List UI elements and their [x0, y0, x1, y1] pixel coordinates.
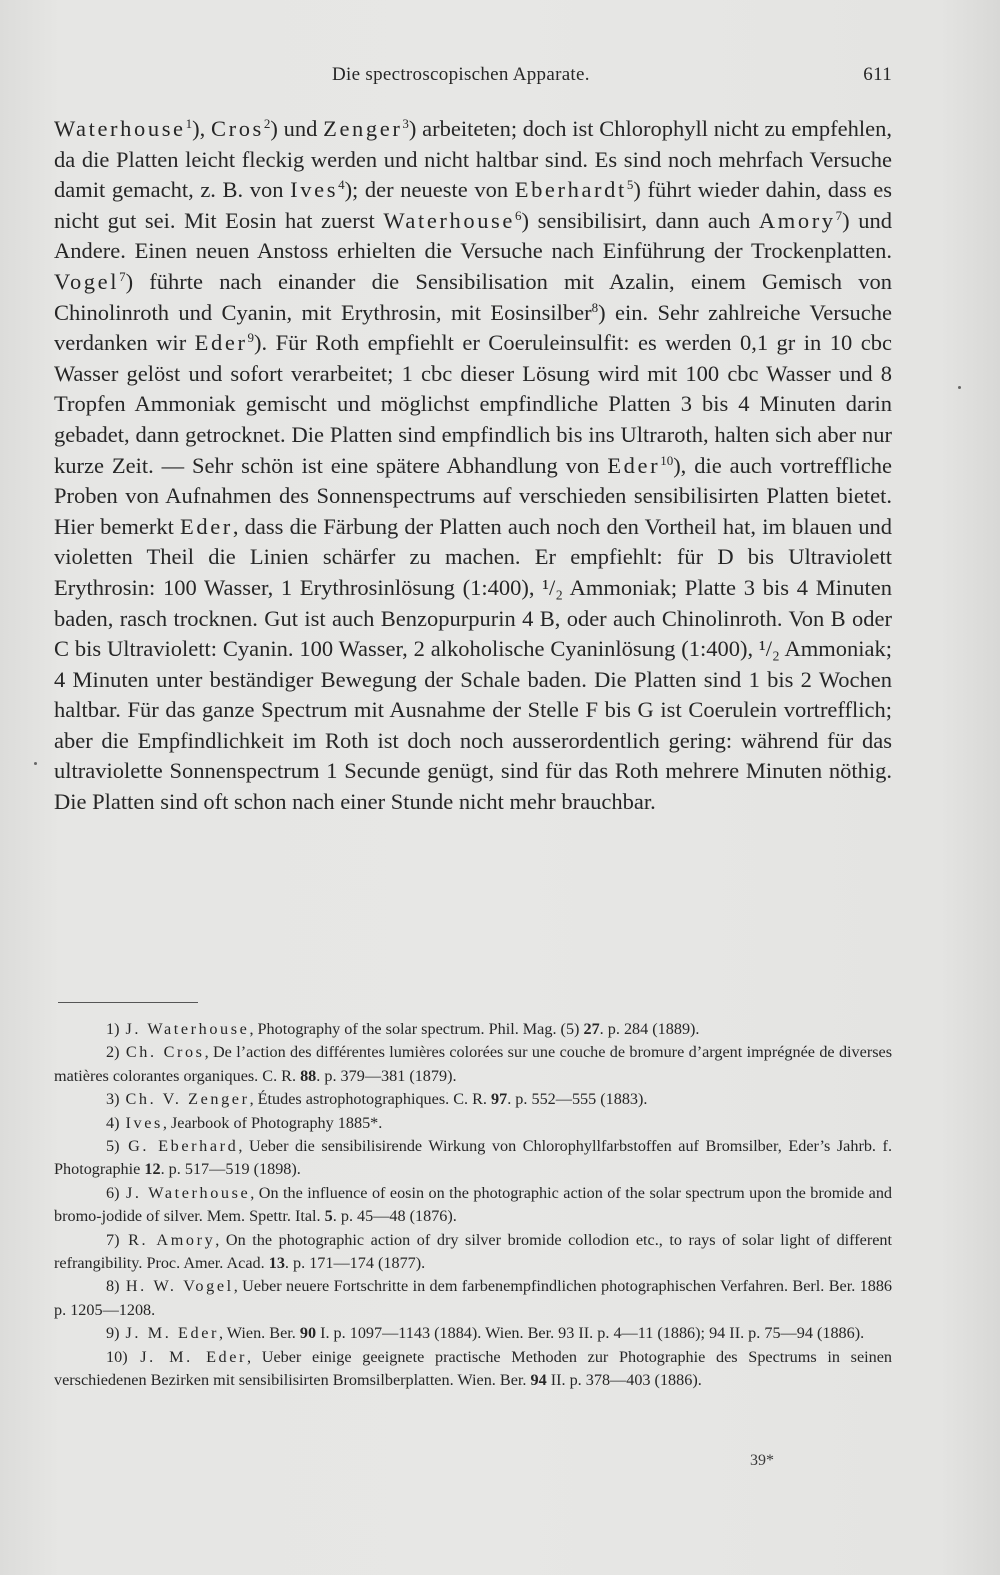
text-run: ) arbeiteten; doch ist Chlorophyll nicht zu empfehlen, da die Platten leicht fleckig werden und nicht haltbar sind. Es sind noch mehrfach Versuche damit gemacht, z. B. von [54, 116, 892, 203]
volume-number: 27 [583, 1020, 600, 1038]
footnote-author: Ch. Cros [125, 1043, 205, 1062]
footnote-ref: 2 [263, 116, 271, 131]
footnote-author: Ch. V. Zenger [125, 1090, 250, 1109]
footnote-text: . p. 284 (1889). [599, 1020, 700, 1038]
footnote-text: . p. 171—174 (1877). [284, 1254, 426, 1273]
author-name: Ives [290, 177, 339, 203]
author-name: Vogel [54, 268, 120, 294]
text-run: ), die auch vortreffliche Proben von Aufnahmen des Sonnenspectrums auf verschieden sensibilisirten Platten bietet. Hier bemerkt [54, 452, 893, 539]
footnote [54, 1346, 892, 1393]
text-run: , dass die Färbung der Platten auch noch den Vortheil hat, im blauen und violetten Theil die Linien schärfer zu machen. Er empfiehlt: für D bis Ultraviolett Erythrosin: 100 Wasser, 1 Erythrosinlösung (1:400), ¹/₂ Ammoniak; Platte 3 bis 4 Minuten baden, rasch trocknen. Gut ist auch Benzopurpurin 4 B, oder auch Chinolinroth. Von B oder C bis Ultraviolett: Cyanin. 100 Wasser, 2 alkoholische Cyaninlösung (1:400), ¹/₂ Ammoniak; 4 Minuten unter beständiger Bewegung der Schale baden. Die Platten sind 1 bis 2 Wochen haltbar. Für das ganze Spectrum mit Ausnahme der Stelle F bis G ist Coerulein vortrefflich; aber die Empfindlichkeit im Roth ist doch noch ausserordentlich gering: während für das ultraviolette Sonnenspectrum 1 Secunde genügt, sind für das Roth mehrere Minuten nöthig. Die Platten sind oft schon nach einer Stunde nicht mehr brauchbar. [54, 513, 892, 815]
footnotes [54, 1018, 892, 1393]
text-run: ). Für Roth empfiehlt er Coeruleinsulfit: es werden 0,1 gr in 10 cbc Wasser gelöst und sofort verarbeitet; 1 cbc dieser Lösung wird mit 100 cbc Wasser und 8 Tropfen Ammoniak gemischt und möglichst empfindliche Platten 3 bis 4 Minuten darin gebadet, dann getrocknet. Die Platten sind empfindlich bis ins Ultraroth, halten sich aber nur kurze Zeit. — Sehr schön ist eine spätere Abhandlung von [54, 330, 892, 478]
footnote-text: I. p. 1097—1143 (1884). Wien. Ber. 93 II. p. 4—11 (1886); 94 II. p. 75—94 (1886). [316, 1324, 865, 1343]
footnote-ref: 3 [402, 116, 409, 131]
printer-signature: 39* [750, 1452, 774, 1469]
footnote-ref: 5 [626, 177, 634, 193]
footnote-text: , Études astrophotographiques. C. R. [249, 1090, 491, 1109]
footnote-text: , Wien. Ber. [218, 1324, 300, 1343]
volume-number: 13 [268, 1254, 285, 1273]
footnote-text: . p. 379—381 (1879). [316, 1066, 457, 1085]
footnote-text: , Photography of the solar spectrum. Phil. Mag. (5) [249, 1020, 584, 1038]
author-name: Eberhardt [514, 177, 627, 203]
footnote-number: 6) [106, 1183, 120, 1202]
footnote-number: 1) [106, 1020, 120, 1038]
footnote [54, 1135, 892, 1182]
footnote-author: G. Eberhard [128, 1137, 239, 1156]
footnote-author: J. M. Eder [125, 1324, 219, 1343]
text-run: ) führte nach einander die Sensibilisation mit Azalin, einem Gemisch von Chinolinroth und Cyanin, mit Erythrosin, mit Eosinsilber [54, 268, 892, 325]
page-header [54, 64, 892, 90]
footnote-ref: 6 [515, 207, 522, 223]
footnote-text: , Ueber einige geeignete practische Methoden zur Photographie des Spectrums in seinen verschiedenen Bezirken mit sensibilisirten Bromsilberplatten. Wien. Ber. [54, 1347, 892, 1390]
footnote-text: , Jearbook of Photography 1885*. [162, 1113, 383, 1132]
author-name: Eder [180, 513, 233, 539]
text-run: ) ein. Sehr zahlreiche Versuche verdanken wir [54, 299, 892, 356]
main-paragraph [54, 114, 892, 818]
author-name: Cros [211, 116, 264, 141]
text-run: ) sensibilisirt, dann auch [521, 207, 759, 233]
footnote [54, 1041, 892, 1088]
footnote-ref: 7 [119, 268, 126, 284]
footnote-author: R. Amory [128, 1230, 216, 1249]
footnote [54, 1322, 892, 1345]
footnote-ref: 8 [591, 299, 599, 315]
footnote-author: H. W. Vogel [125, 1277, 234, 1296]
footnote [54, 1112, 892, 1135]
paragraph [54, 114, 892, 818]
footnote-text: , De l’action des différentes lumières colorées sur une couche de bromure d’argent imprégnée de diverses matières colorantes organiques. C. R. [54, 1043, 893, 1085]
footnote [54, 1275, 892, 1322]
footnote-text: , Ueber die sensibilisirende Wirkung von Chlorophyllfarbstoffen auf Bromsilber, Eder’s Jahrb. f. Photographie [54, 1137, 892, 1179]
footnote-ref: 9 [247, 330, 255, 346]
footnote-number: 3) [106, 1090, 120, 1109]
footnote [54, 1229, 892, 1276]
footnote-author: J. M. Eder [140, 1347, 248, 1366]
footnote-number: 10) [106, 1347, 128, 1366]
paper-speck [958, 386, 961, 389]
footnote-number: 7) [106, 1230, 120, 1249]
footnote-number: 2) [106, 1043, 120, 1062]
footnote-text: . p. 45—48 (1876). [332, 1207, 457, 1226]
text-run: ); der neueste von [344, 177, 515, 203]
footnote-text: , On the influence of eosin on the photographic action of the solar spectrum upon the bromide and bromo-jodide of silver. Mem. Spettr. Ital. [54, 1183, 893, 1226]
volume-number: 97 [491, 1090, 508, 1109]
footnote-number: 8) [106, 1277, 120, 1296]
volume-number: 12 [144, 1160, 161, 1179]
volume-number: 94 [530, 1371, 547, 1390]
footnote [54, 1018, 892, 1041]
footnote-ref: 4 [338, 177, 345, 193]
footnote-author: Ives [125, 1113, 163, 1132]
footnote-text: , Ueber neuere Fortschritte in dem farbenempfindlichen photographischen Verfahren. Berl. Ber. 1886 p. 1205—1208. [54, 1277, 893, 1319]
footnote-text: . p. 517—519 (1898). [160, 1160, 301, 1179]
footnote-ref: 7 [835, 207, 843, 223]
author-name: Zenger [323, 116, 403, 141]
running-title: Die spectroscopischen Apparate. [332, 64, 590, 85]
footnote-author: J. Waterhouse [125, 1183, 251, 1202]
footnote [54, 1088, 892, 1111]
footnote-number: 4) [106, 1113, 120, 1132]
text-run: ), [192, 116, 211, 141]
volume-number: 88 [300, 1066, 317, 1085]
author-name: Eder [607, 452, 661, 478]
author-name: Eder [194, 330, 248, 356]
footnote-text: . p. 552—555 (1883). [507, 1090, 648, 1109]
volume-number: 5 [324, 1207, 333, 1226]
author-name: Waterhouse [54, 116, 186, 141]
text-run: ) führt wieder dahin, dass es nicht gut sei. Mit Eosin hat zuerst [54, 177, 892, 233]
author-name: Waterhouse [383, 207, 516, 233]
paper-speck [34, 762, 37, 765]
footnote-separator [58, 1002, 198, 1003]
footnote-ref: 10 [660, 452, 674, 468]
footnote-number: 9) [106, 1324, 120, 1343]
footnote-text: , On the photographic action of dry silver bromide collodion etc., to rays of solar light of different refrangibility. Proc. Amer. Acad. [54, 1230, 893, 1273]
text-run: ) und Andere. Einen neuen Anstoss erhielten die Versuche nach Einführung der Trockenplatten. [54, 207, 892, 264]
footnote [54, 1182, 892, 1229]
footnote-number: 5) [106, 1137, 120, 1156]
volume-number: 90 [299, 1324, 317, 1343]
author-name: Amory [758, 207, 836, 233]
footnote-ref: 1 [185, 116, 193, 131]
page-number: 611 [863, 64, 892, 85]
footnote-text: II. p. 378—403 (1886). [546, 1371, 702, 1390]
text-run: ) und [270, 116, 324, 141]
footnote-author: J. Waterhouse [125, 1020, 250, 1038]
